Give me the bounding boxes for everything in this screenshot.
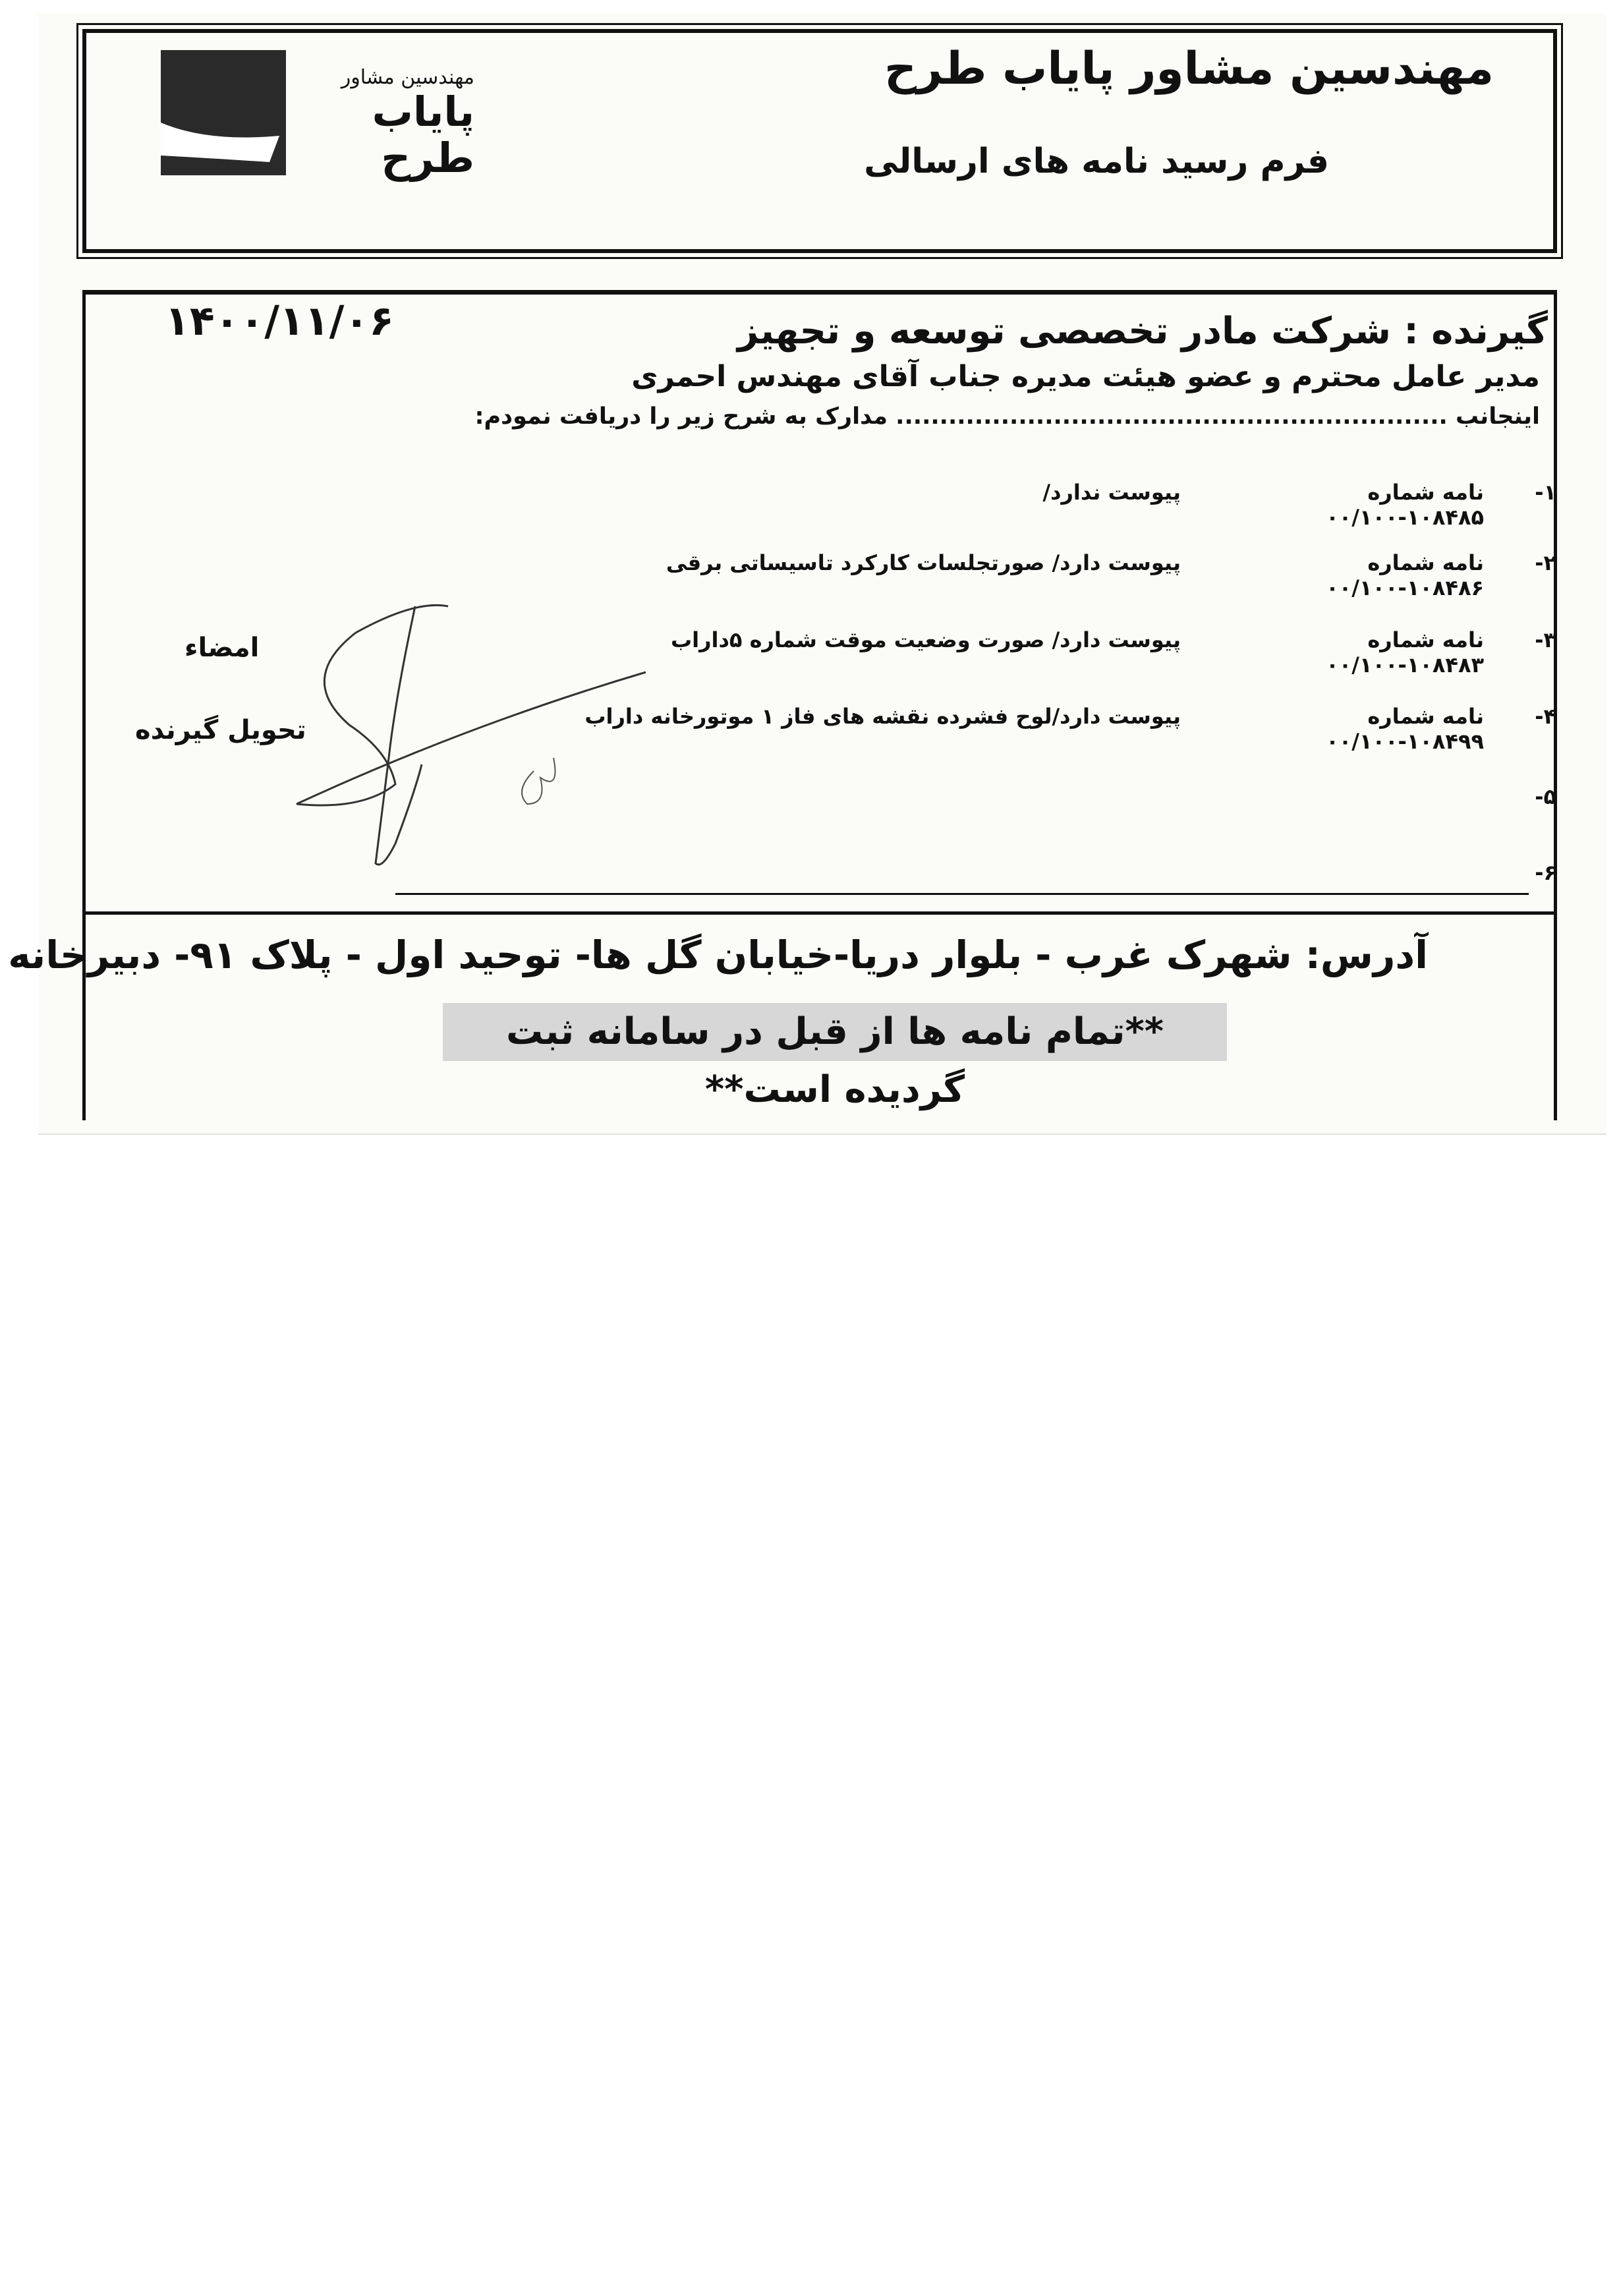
footer-divider xyxy=(82,911,1557,915)
receipt-statement: اینجانب ............................................................... مدارک به شرح زیر را دریافت نمودم: xyxy=(474,403,1540,430)
company-name: مهندسین مشاور پایاب طرح xyxy=(884,43,1494,95)
item-description: پیوست دارد/ صورتجلسات کارکرد تاسیساتی برقی xyxy=(666,550,1181,575)
letter-date: ۱۴۰۰/۱۱/۰۶ xyxy=(165,297,395,345)
item-reference: نامه شماره ۱۰۸۴۸۳-۰۰/۱۰۰ xyxy=(1326,627,1484,677)
list-item xyxy=(1181,860,1556,885)
item-description: پیوست دارد/ صورت وضعیت موقت شماره ۵داراب xyxy=(670,627,1181,652)
address: آدرس: شهرک غرب - بلوار دریا-خیابان گل ها- توحید اول - پلاک ۹۱- دبیرخانه xyxy=(8,933,1428,977)
item-number: ۵- xyxy=(1535,784,1556,809)
item-reference: نامه شماره ۱۰۸۴۸۶-۰۰/۱۰۰ xyxy=(1326,550,1484,600)
items-divider xyxy=(395,893,1529,895)
list-item xyxy=(584,704,1556,754)
logo-line2: پایاب طرح xyxy=(372,88,474,182)
company-logo-icon xyxy=(161,50,286,175)
receiver-label: تحویل گیرنده xyxy=(135,715,306,745)
logo-wordmark xyxy=(297,66,474,181)
list-item xyxy=(1181,784,1556,809)
logo-line1: مهندسین مشاور xyxy=(341,66,474,89)
item-reference: نامه شماره ۱۰۸۴۹۹-۰۰/۱۰۰ xyxy=(1326,704,1484,754)
list-item xyxy=(666,550,1556,600)
list-item xyxy=(1042,480,1556,530)
signature-label: امضاء xyxy=(185,633,260,663)
item-number: ۱- xyxy=(1535,480,1556,505)
recipient: گیرنده : شرکت مادر تخصصی توسعه و تجهیز xyxy=(737,310,1548,353)
item-number: ۶- xyxy=(1535,860,1556,885)
list-item xyxy=(671,627,1556,677)
registration-note: **تمام نامه ها از قبل در سامانه ثبت گردیده است** xyxy=(443,1003,1227,1061)
item-number: ۲- xyxy=(1535,550,1556,575)
addressee: مدیر عامل محترم و عضو هیئت مدیره جناب آقای مهندس احمری xyxy=(631,360,1540,393)
handwritten-signature xyxy=(217,593,679,883)
item-number: ۴- xyxy=(1535,704,1556,729)
item-description: پیوست دارد/لوح فشرده نقشه های فاز ۱ موتورخانه داراب xyxy=(584,704,1181,729)
form-title: فرم رسید نامه های ارسالی xyxy=(864,142,1329,181)
item-number: ۳- xyxy=(1535,627,1556,652)
item-reference: نامه شماره ۱۰۸۴۸۵-۰۰/۱۰۰ xyxy=(1326,480,1484,530)
item-description: پیوست ندارد/ xyxy=(1042,480,1181,505)
